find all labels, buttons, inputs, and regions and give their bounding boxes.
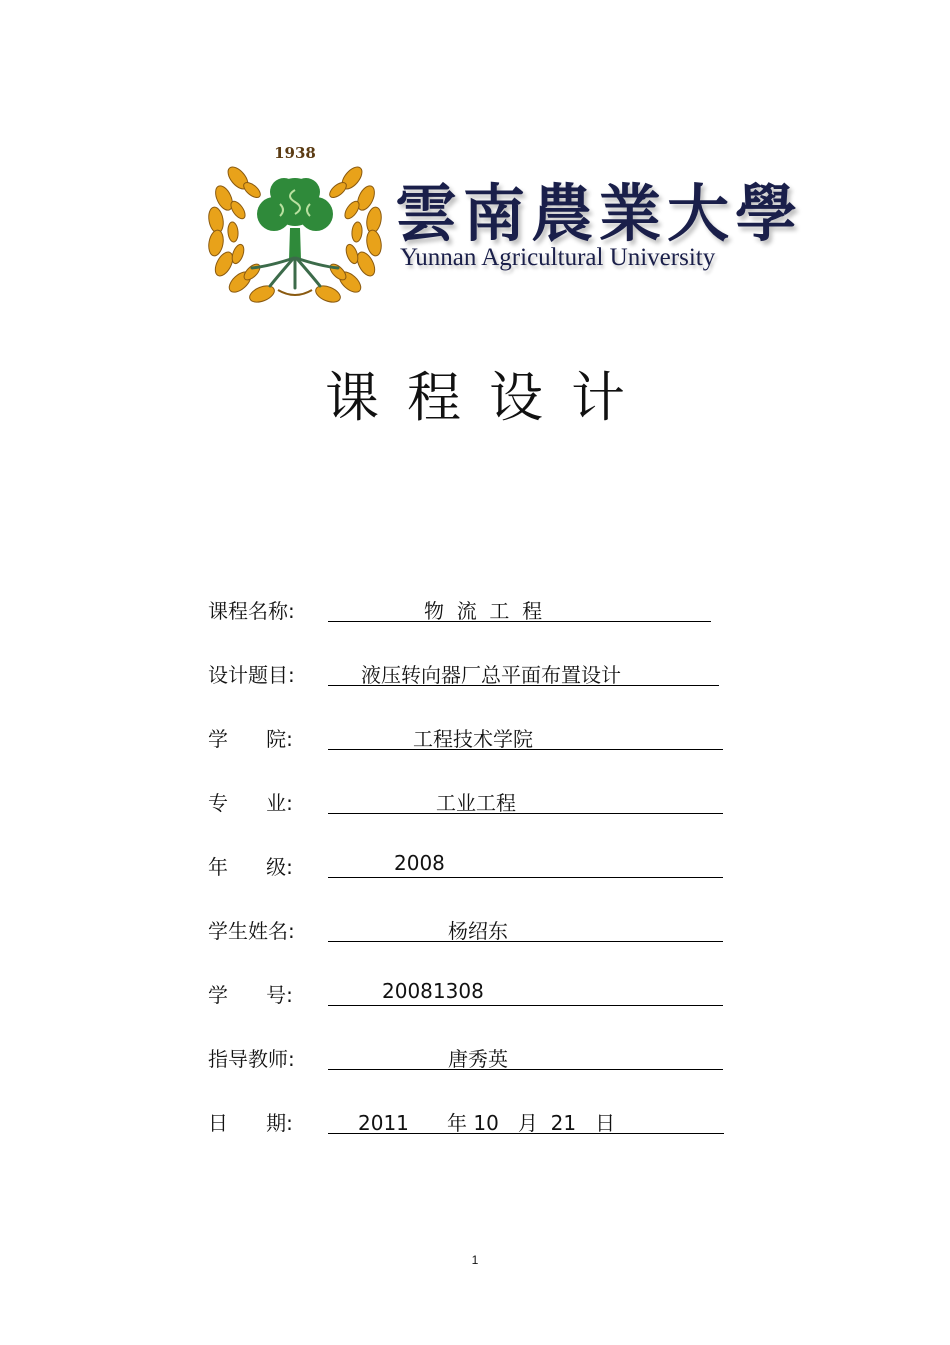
field-label: 指导教师: bbox=[208, 1047, 295, 1071]
underline bbox=[328, 941, 723, 942]
university-name-chinese: 雲南農業大學 bbox=[395, 177, 804, 250]
field-label: 学生姓名: bbox=[208, 919, 295, 943]
field-college bbox=[208, 723, 728, 753]
field-label: 年 级: bbox=[208, 855, 293, 879]
field-value: 2008 bbox=[394, 851, 445, 875]
field-date bbox=[208, 1107, 728, 1137]
university-name-english: Yunnan Agricultural University bbox=[400, 244, 716, 271]
field-advisor bbox=[208, 1043, 728, 1073]
field-value: 20081308 bbox=[382, 979, 484, 1003]
seal-year: 1938 bbox=[274, 144, 316, 162]
field-label: 设计题目: bbox=[208, 663, 295, 687]
field-label: 专 业: bbox=[208, 791, 293, 815]
field-value: 物 流 工 程 bbox=[424, 599, 543, 623]
field-value: 唐秀英 bbox=[448, 1047, 508, 1071]
underline bbox=[328, 1005, 723, 1006]
underline bbox=[328, 1069, 723, 1070]
field-label: 学 院: bbox=[208, 727, 293, 751]
university-emblem-icon bbox=[200, 140, 390, 310]
field-course-name bbox=[208, 595, 728, 625]
document-title: 课程设计 bbox=[325, 366, 653, 429]
university-logo bbox=[200, 140, 804, 310]
field-value: 杨绍东 bbox=[448, 919, 508, 943]
underline bbox=[328, 813, 723, 814]
underline bbox=[328, 877, 723, 878]
field-label: 课程名称: bbox=[208, 599, 295, 623]
field-value: 液压转向器厂总平面布置设计 bbox=[361, 663, 621, 687]
field-value: 工程技术学院 bbox=[413, 727, 533, 751]
field-value: 2011 年 10 月 21 日 bbox=[358, 1111, 616, 1135]
field-grade bbox=[208, 851, 728, 881]
page-number: 1 bbox=[471, 1253, 479, 1267]
field-major bbox=[208, 787, 728, 817]
field-label: 日 期: bbox=[208, 1111, 293, 1135]
field-student-id bbox=[208, 979, 728, 1009]
field-value: 工业工程 bbox=[436, 791, 516, 815]
field-student-name bbox=[208, 915, 728, 945]
field-label: 学 号: bbox=[208, 983, 293, 1007]
field-design-topic bbox=[208, 659, 728, 689]
